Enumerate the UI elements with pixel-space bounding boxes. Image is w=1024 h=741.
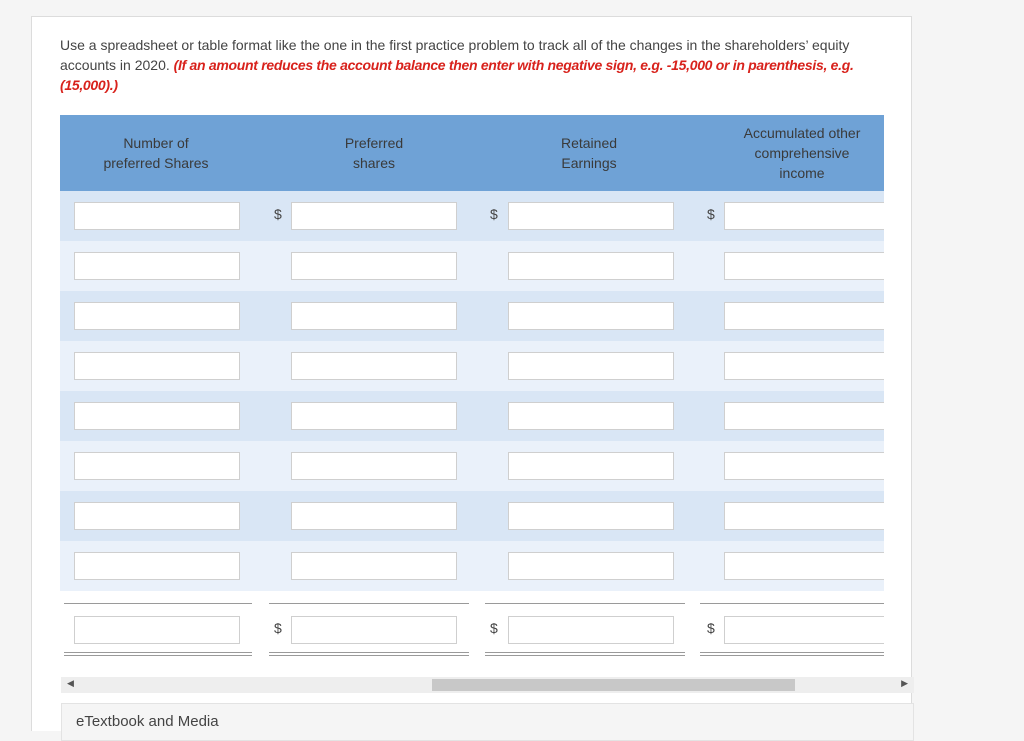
preferred-shares-input[interactable] xyxy=(291,302,457,330)
preferred-shares-input[interactable] xyxy=(291,502,457,530)
equity-table xyxy=(60,115,884,660)
preferred-shares-input[interactable] xyxy=(291,402,457,430)
retained-earnings-input[interactable] xyxy=(508,402,674,430)
dollar-sign: $ xyxy=(274,206,282,222)
table-row xyxy=(60,491,884,541)
preferred-shares-input[interactable] xyxy=(291,252,457,280)
total-shares-input[interactable] xyxy=(74,616,240,644)
retained-earnings-input[interactable] xyxy=(508,202,674,230)
dollar-sign: $ xyxy=(707,620,715,636)
shares-input[interactable] xyxy=(74,552,240,580)
shares-input[interactable] xyxy=(74,202,240,230)
aoci-input[interactable] xyxy=(724,202,884,230)
aoci-input[interactable] xyxy=(724,452,884,480)
aoci-input[interactable] xyxy=(724,352,884,380)
aoci-input[interactable] xyxy=(724,402,884,430)
dollar-sign: $ xyxy=(274,620,282,636)
table-header xyxy=(60,115,884,191)
header-retained-earnings: Retained Earnings xyxy=(560,135,618,171)
shares-input[interactable] xyxy=(74,452,240,480)
shares-input[interactable] xyxy=(74,502,240,530)
triangle-left-icon[interactable]: ◀ xyxy=(67,678,74,688)
subtotal-rule xyxy=(485,603,685,604)
preferred-shares-input[interactable] xyxy=(291,352,457,380)
shares-input[interactable] xyxy=(74,252,240,280)
header-preferred-shares: Preferred shares xyxy=(344,135,404,171)
aoci-input[interactable] xyxy=(724,552,884,580)
retained-earnings-input[interactable] xyxy=(508,352,674,380)
etextbook-media-button[interactable]: eTextbook and Media xyxy=(61,703,914,741)
retained-earnings-input[interactable] xyxy=(508,552,674,580)
total-preferred-shares-input[interactable] xyxy=(291,616,457,644)
total-double-rule xyxy=(269,655,469,656)
table-row xyxy=(60,191,884,241)
subtotal-rule xyxy=(64,603,252,604)
dollar-sign: $ xyxy=(490,206,498,222)
table-row xyxy=(60,391,884,441)
preferred-shares-input[interactable] xyxy=(291,202,457,230)
aoci-input[interactable] xyxy=(724,302,884,330)
table-row xyxy=(60,541,884,591)
aoci-input[interactable] xyxy=(724,502,884,530)
preferred-shares-input[interactable] xyxy=(291,452,457,480)
table-row xyxy=(60,291,884,341)
shares-input[interactable] xyxy=(74,402,240,430)
triangle-right-icon[interactable]: ▶ xyxy=(901,678,908,688)
total-double-rule xyxy=(64,655,252,656)
total-double-rule xyxy=(269,652,469,653)
horizontal-scrollbar[interactable] xyxy=(61,677,914,693)
scrollbar-thumb[interactable] xyxy=(432,679,795,691)
retained-earnings-input[interactable] xyxy=(508,502,674,530)
retained-earnings-input[interactable] xyxy=(508,452,674,480)
table-row xyxy=(60,341,884,391)
total-double-rule xyxy=(64,652,252,653)
shares-input[interactable] xyxy=(74,352,240,380)
header-number-preferred-shares: Number of preferred Shares xyxy=(103,135,209,171)
total-retained-earnings-input[interactable] xyxy=(508,616,674,644)
subtotal-rule xyxy=(269,603,469,604)
shares-input[interactable] xyxy=(74,302,240,330)
dollar-sign: $ xyxy=(707,206,715,222)
total-double-rule xyxy=(700,652,884,653)
subtotal-rule xyxy=(700,603,884,604)
table-row xyxy=(60,441,884,491)
question-instruction: Use a spreadsheet or table format like the one in the first practice problem to track all of the changes in the shareholders’ equity accounts in 2020. xyxy=(60,37,850,73)
question-hint: (If an amount reduces the account balance then enter with negative sign, e.g. -15,000 or in parenthesis, e.g. (15,000).) xyxy=(60,57,854,93)
question-panel xyxy=(31,16,912,731)
total-double-rule xyxy=(485,652,685,653)
preferred-shares-input[interactable] xyxy=(291,552,457,580)
table-total-row xyxy=(60,605,884,655)
aoci-input[interactable] xyxy=(724,252,884,280)
header-accumulated-oci: Accumulated other comprehensive income xyxy=(743,125,861,181)
table-row xyxy=(60,241,884,291)
retained-earnings-input[interactable] xyxy=(508,302,674,330)
total-double-rule xyxy=(700,655,884,656)
total-double-rule xyxy=(485,655,685,656)
total-aoci-input[interactable] xyxy=(724,616,884,644)
retained-earnings-input[interactable] xyxy=(508,252,674,280)
question-text xyxy=(60,35,880,95)
dollar-sign: $ xyxy=(490,620,498,636)
